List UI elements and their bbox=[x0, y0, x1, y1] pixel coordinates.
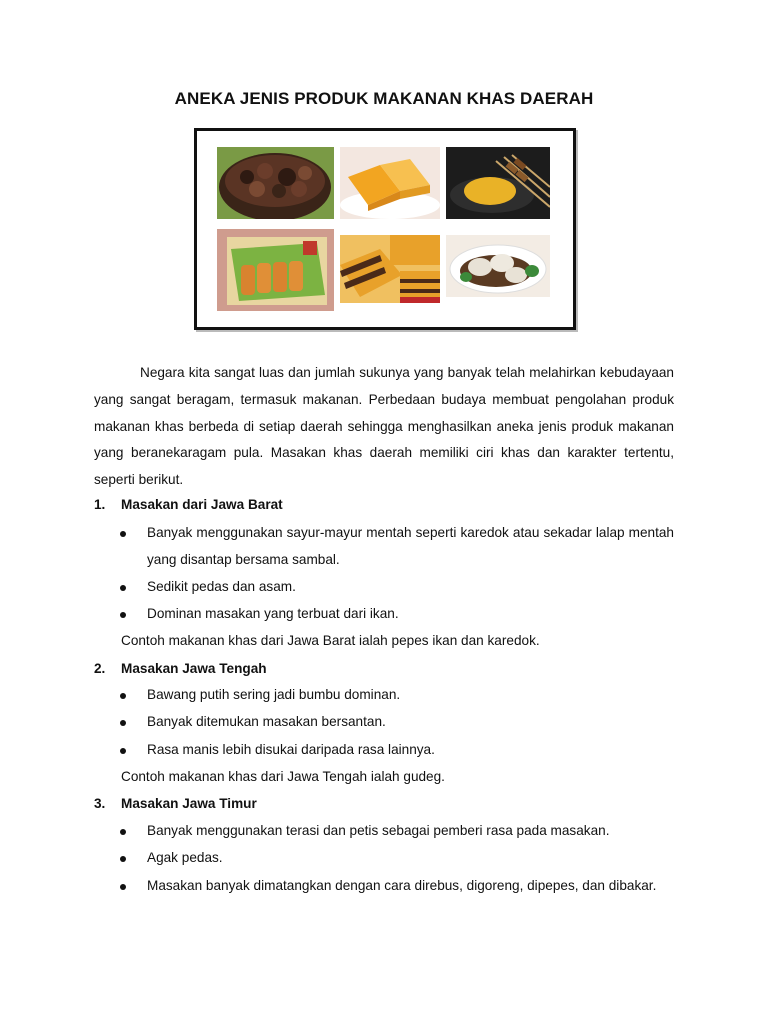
bullet-item: Rasa manis lebih disukai daripada rasa lainnya. bbox=[147, 742, 435, 757]
layer-cake-photo bbox=[340, 235, 440, 303]
bullet-icon bbox=[120, 829, 126, 835]
section-example: Contoh makanan khas dari Jawa Barat ialah pepes ikan dan karedok. bbox=[121, 633, 540, 648]
section-heading-1 bbox=[94, 497, 283, 512]
section-example: Contoh makanan khas dari Jawa Tengah ialah gudeg. bbox=[121, 769, 445, 784]
section-number: 3. bbox=[94, 796, 106, 811]
section-title: Masakan Jawa Tengah bbox=[121, 661, 267, 676]
section-heading-3 bbox=[94, 796, 257, 811]
section-number: 1. bbox=[94, 497, 106, 512]
bullet-icon bbox=[120, 720, 126, 726]
siomay-photo bbox=[446, 235, 550, 297]
bullet-icon bbox=[120, 884, 126, 890]
bullet-icon bbox=[120, 856, 126, 862]
lapis-cake-photo bbox=[340, 147, 440, 219]
bullet-item: Banyak menggunakan sayur-mayur mentah seperti karedok atau sekadar lalap mentah yang disantap bersama sambal. bbox=[147, 525, 674, 567]
intro-paragraph: Negara kita sangat luas dan jumlah sukunya yang banyak telah melahirkan kebudayaan yang sangat beragam, termasuk makanan. Perbedaan budaya membuat pengolahan produk makanan khas berbeda di setiap daerah sehingga menghasilkan aneka jenis produk makanan yang beranekaragam pula. Masakan khas daerah memiliki ciri khas dan karakter tertentu, seperti berikut. bbox=[94, 365, 674, 488]
rendang-photo bbox=[217, 147, 334, 219]
bullet-icon bbox=[120, 693, 126, 699]
bullet-item: Dominan masakan yang terbuat dari ikan. bbox=[147, 606, 399, 621]
bullet-item: Bawang putih sering jadi bumbu dominan. bbox=[147, 687, 401, 702]
section-title: Masakan dari Jawa Barat bbox=[121, 497, 283, 512]
bullet-icon bbox=[120, 612, 126, 618]
spring-rolls-photo bbox=[217, 229, 334, 311]
section-title: Masakan Jawa Timur bbox=[121, 796, 257, 811]
bullet-icon bbox=[120, 748, 126, 754]
bullet-item: Sedikit pedas dan asam. bbox=[147, 579, 296, 594]
bullet-item: Agak pedas. bbox=[147, 850, 223, 865]
section-heading-2 bbox=[94, 661, 267, 676]
bullet-item: Banyak ditemukan masakan bersantan. bbox=[147, 714, 386, 729]
document-title: ANEKA JENIS PRODUK MAKANAN KHAS DAERAH bbox=[174, 89, 594, 108]
section-number: 2. bbox=[94, 661, 106, 676]
bullet-item: Masakan banyak dimatangkan dengan cara direbus, digoreng, dipepes, dan dibakar. bbox=[147, 878, 657, 893]
food-photo-collage bbox=[194, 128, 576, 330]
bullet-icon bbox=[120, 531, 126, 537]
bullet-icon bbox=[120, 585, 126, 591]
bullet-item: Banyak menggunakan terasi dan petis sebagai pemberi rasa pada masakan. bbox=[147, 823, 610, 838]
sate-photo bbox=[446, 147, 550, 219]
